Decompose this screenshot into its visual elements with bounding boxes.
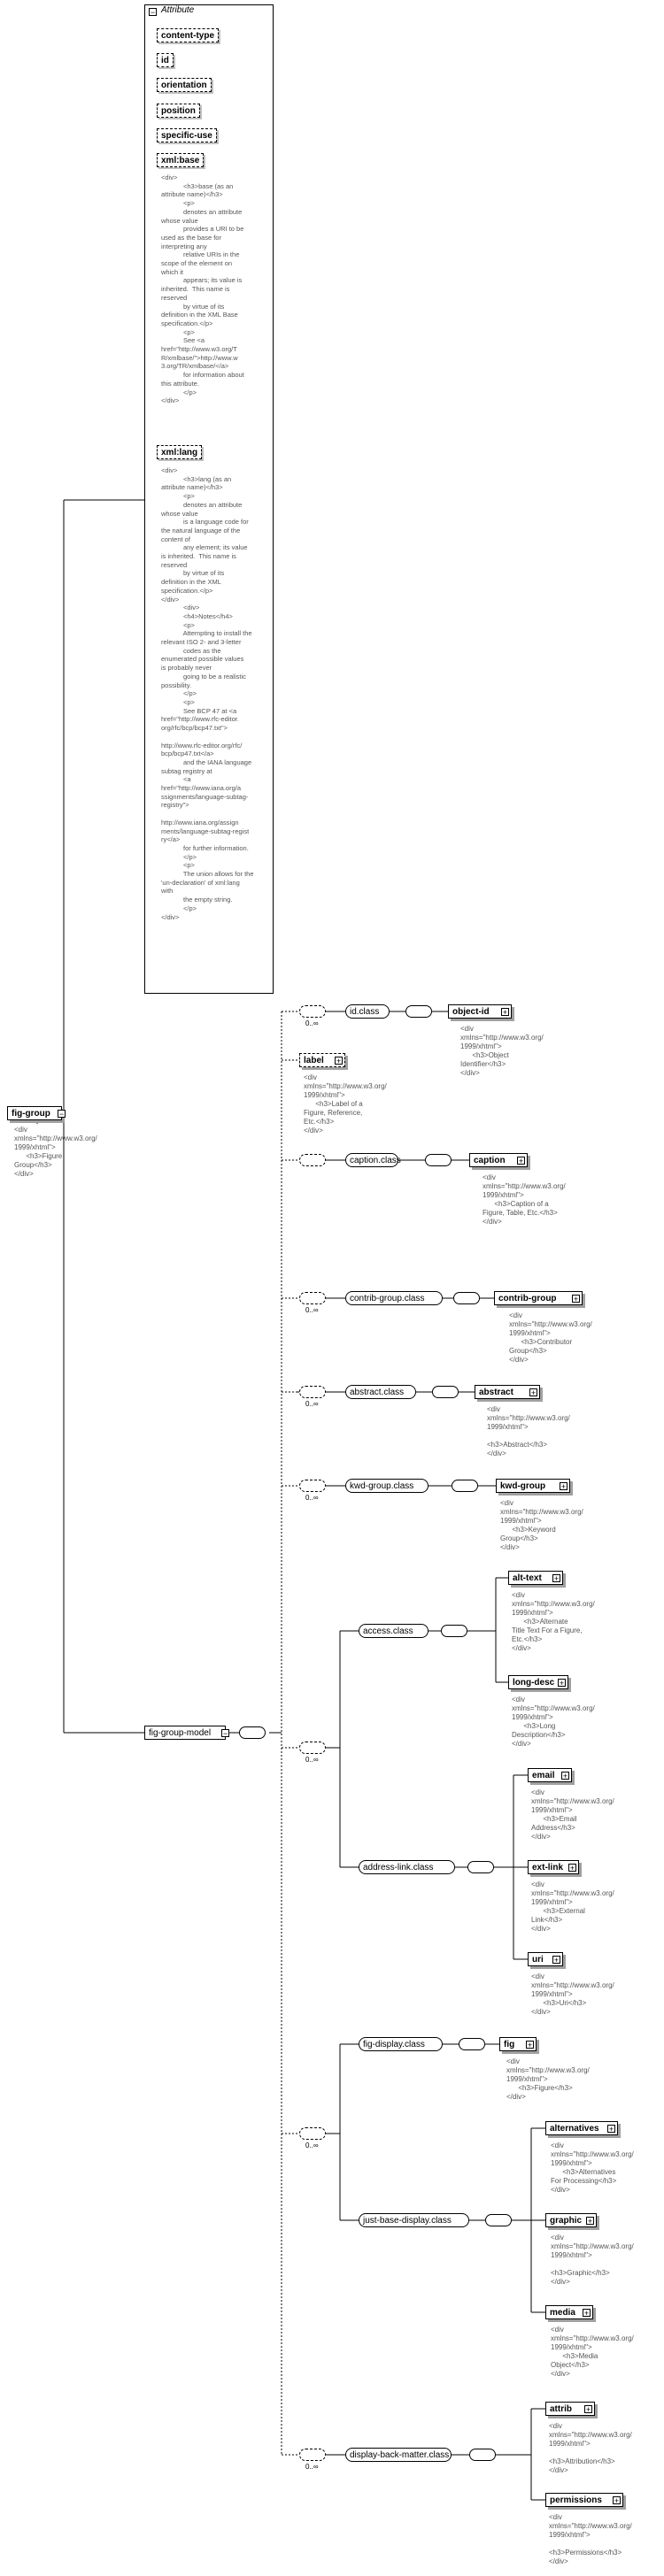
alternatives-doc: <div xmlns="http://www.w3.org/ 1999/xhtml"> <h3>Alternatives For Processing</h3> </div>	[551, 2142, 634, 2194]
attribute-position[interactable]: position	[157, 104, 200, 118]
expand-icon[interactable]: +	[573, 1295, 579, 1303]
long-desc-doc: <div xmlns="http://www.w3.org/ 1999/xhtml"> <h3>Long Description</h3> </div>	[512, 1696, 595, 1748]
element-label: media	[550, 2308, 575, 2318]
email-doc: <div xmlns="http://www.w3.org/ 1999/xhtml"> <h3>Email Address</h3> </div>	[531, 1788, 614, 1841]
element-label: uri	[532, 1955, 544, 1965]
element-kwd-group[interactable]	[496, 1479, 570, 1493]
occurs-label: 0..∞	[305, 1019, 319, 1027]
occurs-label: 0..∞	[305, 2463, 319, 2471]
ext-link-doc: <div xmlns="http://www.w3.org/ 1999/xhtml"> <h3>External Link</h3> </div>	[531, 1880, 614, 1933]
expand-icon[interactable]: +	[583, 2309, 590, 2318]
address-link-class-group[interactable]: address-link.class	[359, 1860, 455, 1874]
sequence-icon	[432, 1386, 459, 1398]
sequence-connector-icon	[239, 1726, 266, 1739]
element-permissions[interactable]	[545, 2493, 623, 2507]
element-label: permissions	[550, 2495, 602, 2505]
kwd-group-doc: <div xmlns="http://www.w3.org/ 1999/xhtml"> <h3>Keyword Group</h3> </div>	[500, 1499, 583, 1551]
element-label: attrib	[550, 2404, 572, 2414]
element-ext-link[interactable]	[528, 1860, 579, 1874]
element-long-desc[interactable]	[508, 1675, 568, 1689]
element-label: fig	[504, 2040, 515, 2049]
element-label: long-desc	[513, 1678, 555, 1688]
element-label: email	[532, 1771, 555, 1780]
sequence-icon	[299, 1480, 326, 1492]
attrib-doc: <div xmlns="http://www.w3.org/ 1999/xhtml"> <h3>Attribution</h3> </div>	[549, 2422, 632, 2474]
attribute-orientation[interactable]: orientation	[157, 78, 212, 92]
object-id-doc: <div xmlns="http://www.w3.org/ 1999/xhtml"> <h3>Object Identifier</h3> </div>	[460, 1025, 544, 1077]
element-label: alt-text	[513, 1573, 542, 1583]
element-graphic[interactable]	[545, 2213, 597, 2227]
element-label: contrib-group	[498, 1294, 557, 1303]
element-alternatives[interactable]	[545, 2121, 618, 2135]
element-label: object-id	[452, 1007, 490, 1017]
attribute-xml-lang[interactable]: xml:lang	[157, 445, 202, 459]
expand-icon[interactable]: +	[614, 2496, 620, 2505]
label-doc: <div xmlns="http://www.w3.org/ 1999/xhtml"> <h3>Label of a Figure, Reference, Etc.</h3> </div>	[304, 1073, 387, 1134]
expand-icon[interactable]: +	[559, 1679, 565, 1688]
expand-icon[interactable]: +	[608, 2125, 614, 2134]
model-label: fig-group-model	[149, 1728, 212, 1738]
expand-icon[interactable]: +	[518, 1157, 524, 1165]
id-class-group[interactable]: id.class	[345, 1004, 390, 1019]
access-class-group[interactable]: access.class	[359, 1624, 429, 1638]
sequence-icon	[299, 2449, 326, 2461]
element-label: abstract	[479, 1388, 513, 1397]
expand-icon[interactable]: +	[560, 1482, 567, 1491]
display-back-matter-class-group[interactable]: display-back-matter.class	[345, 2448, 452, 2462]
contrib-group-class-group[interactable]: contrib-group.class	[345, 1291, 443, 1305]
root-element-fig-group[interactable]	[7, 1106, 65, 1120]
element-label-text: label	[304, 1056, 324, 1065]
choice-connector-icon	[469, 2449, 496, 2461]
occurs-label: 0..∞	[305, 2142, 319, 2149]
element-media[interactable]	[545, 2305, 593, 2319]
choice-icon	[299, 2127, 326, 2140]
occurs-label: 0..∞	[305, 1494, 319, 1502]
choice-connector-icon	[459, 2038, 485, 2050]
media-doc: <div xmlns="http://www.w3.org/ 1999/xhtml"> <h3>Media Object</h3> </div>	[551, 2326, 634, 2378]
xml-base-doc: <div> <h3>base (as an attribute name)</h3> <p> denotes an attribute whose value provides a URI to be used as the base for interpreting any relative URIs in the scope of the element on which it appears; its value is inherited. This name is reserved by virtue of its definition in the XML Base specification.</p> <p> See <a href="http://www.w3.org/T R/xmlbase/">http://www.w 3.org/TR/xmlbase/</a> for information about this attribute. </p> </div>	[161, 173, 244, 405]
expand-icon[interactable]: +	[527, 2041, 533, 2049]
just-base-display-class-group[interactable]: just-base-display.class	[359, 2213, 469, 2227]
permissions-doc: <div xmlns="http://www.w3.org/ 1999/xhtml"> <h3>Permissions</h3> </div>	[549, 2513, 632, 2565]
element-label: kwd-group	[500, 1481, 546, 1491]
occurs-label: 0..∞	[305, 1306, 319, 1314]
kwd-group-class-group[interactable]: kwd-group.class	[345, 1479, 429, 1493]
element-label[interactable]	[299, 1053, 345, 1067]
expand-icon[interactable]: +	[553, 1574, 560, 1583]
root-doc: <div xmlns="http://www.w3.org/ 1999/xhtml"> <h3>Figure Group</h3> </div>	[14, 1126, 97, 1178]
expand-icon[interactable]: +	[530, 1388, 537, 1397]
sequence-icon	[452, 1480, 478, 1492]
attribute-specific-use[interactable]: specific-use	[157, 128, 217, 142]
choice-icon	[299, 1742, 326, 1754]
element-fig[interactable]	[499, 2037, 537, 2051]
expand-icon[interactable]: +	[569, 1864, 575, 1872]
collapse-icon[interactable]: −	[150, 8, 156, 17]
sequence-icon	[299, 1005, 326, 1018]
element-label: caption	[474, 1156, 506, 1165]
expand-icon[interactable]: +	[562, 1772, 568, 1780]
fig-group-model[interactable]	[144, 1726, 226, 1740]
alt-text-doc: <div xmlns="http://www.w3.org/ 1999/xhtml"> <h3>Alternate Title Text For a Figure, Etc.</h3> </div>	[512, 1591, 595, 1652]
element-uri[interactable]	[528, 1952, 563, 1966]
sequence-icon	[405, 1005, 432, 1018]
element-label: ext-link	[532, 1863, 564, 1872]
graphic-doc: <div xmlns="http://www.w3.org/ 1999/xhtml"> <h3>Graphic</h3> </div>	[551, 2234, 634, 2286]
element-alt-text[interactable]	[508, 1571, 563, 1585]
expand-icon[interactable]: −	[222, 1729, 228, 1738]
element-label: alternatives	[550, 2124, 599, 2134]
fig-doc: <div xmlns="http://www.w3.org/ 1999/xhtml"> <h3>Figure</h3> </div>	[506, 2057, 590, 2101]
sequence-icon	[299, 1154, 326, 1166]
element-attrib[interactable]	[545, 2402, 595, 2416]
sequence-icon	[299, 1386, 326, 1398]
uri-doc: <div xmlns="http://www.w3.org/ 1999/xhtml"> <h3>Uri</h3> </div>	[531, 1972, 614, 2016]
element-label: graphic	[550, 2216, 583, 2226]
attribute-xml-base[interactable]: xml:base	[157, 153, 204, 167]
contrib-group-doc: <div xmlns="http://www.w3.org/ 1999/xhtml"> <h3>Contributor Group</h3> </div>	[509, 1311, 592, 1364]
expand-icon[interactable]: +	[585, 2405, 591, 2414]
occurs-label: 0..∞	[305, 1756, 319, 1764]
element-abstract[interactable]	[475, 1385, 540, 1399]
attribute-content-type[interactable]: content-type	[157, 28, 219, 42]
choice-connector-icon	[485, 2214, 512, 2226]
caption-class-group[interactable]: caption.class	[345, 1153, 398, 1167]
element-caption[interactable]	[469, 1153, 528, 1167]
abstract-class-group[interactable]: abstract.class	[345, 1385, 416, 1399]
expand-icon[interactable]: +	[502, 1008, 508, 1017]
expand-icon[interactable]: +	[587, 2217, 593, 2226]
expand-icon[interactable]: +	[553, 1956, 560, 1965]
element-object-id[interactable]	[448, 1004, 512, 1019]
attribute-header: Attribute	[161, 5, 195, 15]
root-element-label: fig-group	[12, 1109, 50, 1119]
xml-lang-doc: <div> <h3>lang (as an attribute name)</h3> <p> denotes an attribute whose value is a language code for the natural language of the content of any element; its value is inherited. This name is reserved by virtue of its definition in the XML specification.</p> </div> <div> <h4>Notes</h4> <p> Attempting to install the relevant ISO 2- and 3-letter codes as the enumerated possible values is probably never going to be a realistic possibility. </p> <p> See BCP 47 at <a href="http://www.rfc-editor. org/rfc/bcp/bcp47.txt"> http://www.rfc-editor.org/rfc/ bcp/bcp47.txt</a> and the IANA language subtag registry at <a href="http://www.iana.org/a ssignments/language-subtag- registry"> http://www.iana.org/assign ments/language-subtag-regist ry</a> for further information. </p> <p> The union allows for the 'un-declaration' of xml:lang with the empty string. </p> </div>	[161, 466, 254, 921]
expand-icon[interactable]: −	[58, 1110, 65, 1119]
sequence-icon	[453, 1292, 480, 1304]
occurs-label: 0..∞	[305, 1400, 319, 1408]
choice-connector-icon	[467, 1861, 494, 1873]
caption-doc: <div xmlns="http://www.w3.org/ 1999/xhtml"> <h3>Caption of a Figure, Table, Etc.</h3> </div>	[483, 1173, 566, 1226]
sequence-icon	[425, 1154, 452, 1166]
element-email[interactable]	[528, 1768, 572, 1782]
element-contrib-group[interactable]	[494, 1291, 583, 1305]
sequence-icon	[299, 1292, 326, 1304]
fig-display-class-group[interactable]: fig-display.class	[359, 2037, 443, 2051]
choice-connector-icon	[441, 1625, 467, 1637]
expand-icon[interactable]: +	[336, 1057, 342, 1065]
abstract-doc: <div xmlns="http://www.w3.org/ 1999/xhtml"> <h3>Abstract</h3> </div>	[487, 1405, 570, 1457]
attribute-id[interactable]: id	[157, 53, 174, 67]
